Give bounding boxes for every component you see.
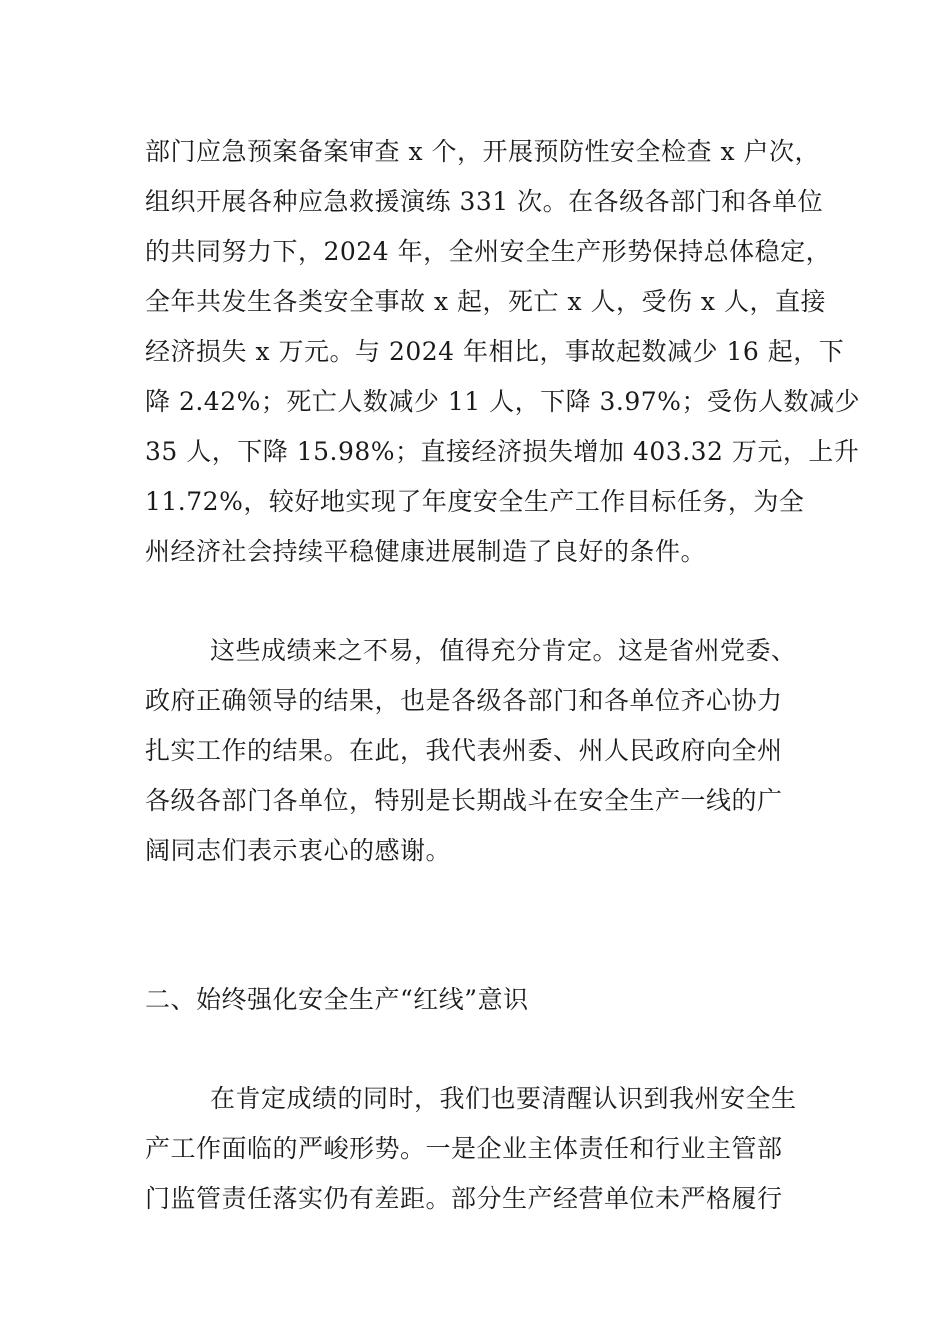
text-line: 这些成绩来之不易，值得充分肯定。这是省州党委、 xyxy=(210,636,797,665)
text-line: 阔同志们表示衷心的感谢。 xyxy=(145,836,452,865)
text-line: 州经济社会持续平稳健康进展制造了良好的条件。 xyxy=(145,537,707,566)
text-line: 在肯定成绩的同时，我们也要清醒认识到我州安全生 xyxy=(210,1084,797,1113)
text-line: 降 2.42%；死亡人数减少 11 人，下降 3.97%；受伤人数减少 xyxy=(145,387,860,416)
text-line: 部门应急预案备案审查 x 个，开展预防性安全检查 x 户次， xyxy=(145,137,820,166)
text-line: 11.72%，较好地实现了年度安全生产工作目标任务，为全 xyxy=(145,487,805,516)
text-line: 经济损失 x 万元。与 2024 年相比，事故起数减少 16 起，下 xyxy=(145,337,845,366)
text-line: 门监管责任落实仍有差距。部分生产经营单位未严格履行 xyxy=(145,1184,783,1213)
text-line: 组织开展各种应急救援演练 331 次。在各级各部门和各单位 xyxy=(145,187,824,216)
text-line: 各级各部门各单位，特别是长期战斗在安全生产一线的广 xyxy=(145,786,783,815)
text-line: 的共同努力下，2024 年，全州安全生产形势保持总体稳定， xyxy=(145,237,832,266)
text-line: 扎实工作的结果。在此，我代表州委、州人民政府向全州 xyxy=(145,736,783,765)
text-line: 全年共发生各类安全事故 x 起，死亡 x 人，受伤 x 人，直接 xyxy=(145,287,826,316)
section-heading: 二、始终强化安全生产“红线”意识 xyxy=(145,985,529,1014)
text-line: 政府正确领导的结果，也是各级各部门和各单位齐心协力 xyxy=(145,686,783,715)
text-line: 产工作面临的严峻形势。一是企业主体责任和行业主管部 xyxy=(145,1134,783,1163)
text-line: 35 人，下降 15.98%；直接经济损失增加 403.32 万元，上升 xyxy=(145,437,860,466)
